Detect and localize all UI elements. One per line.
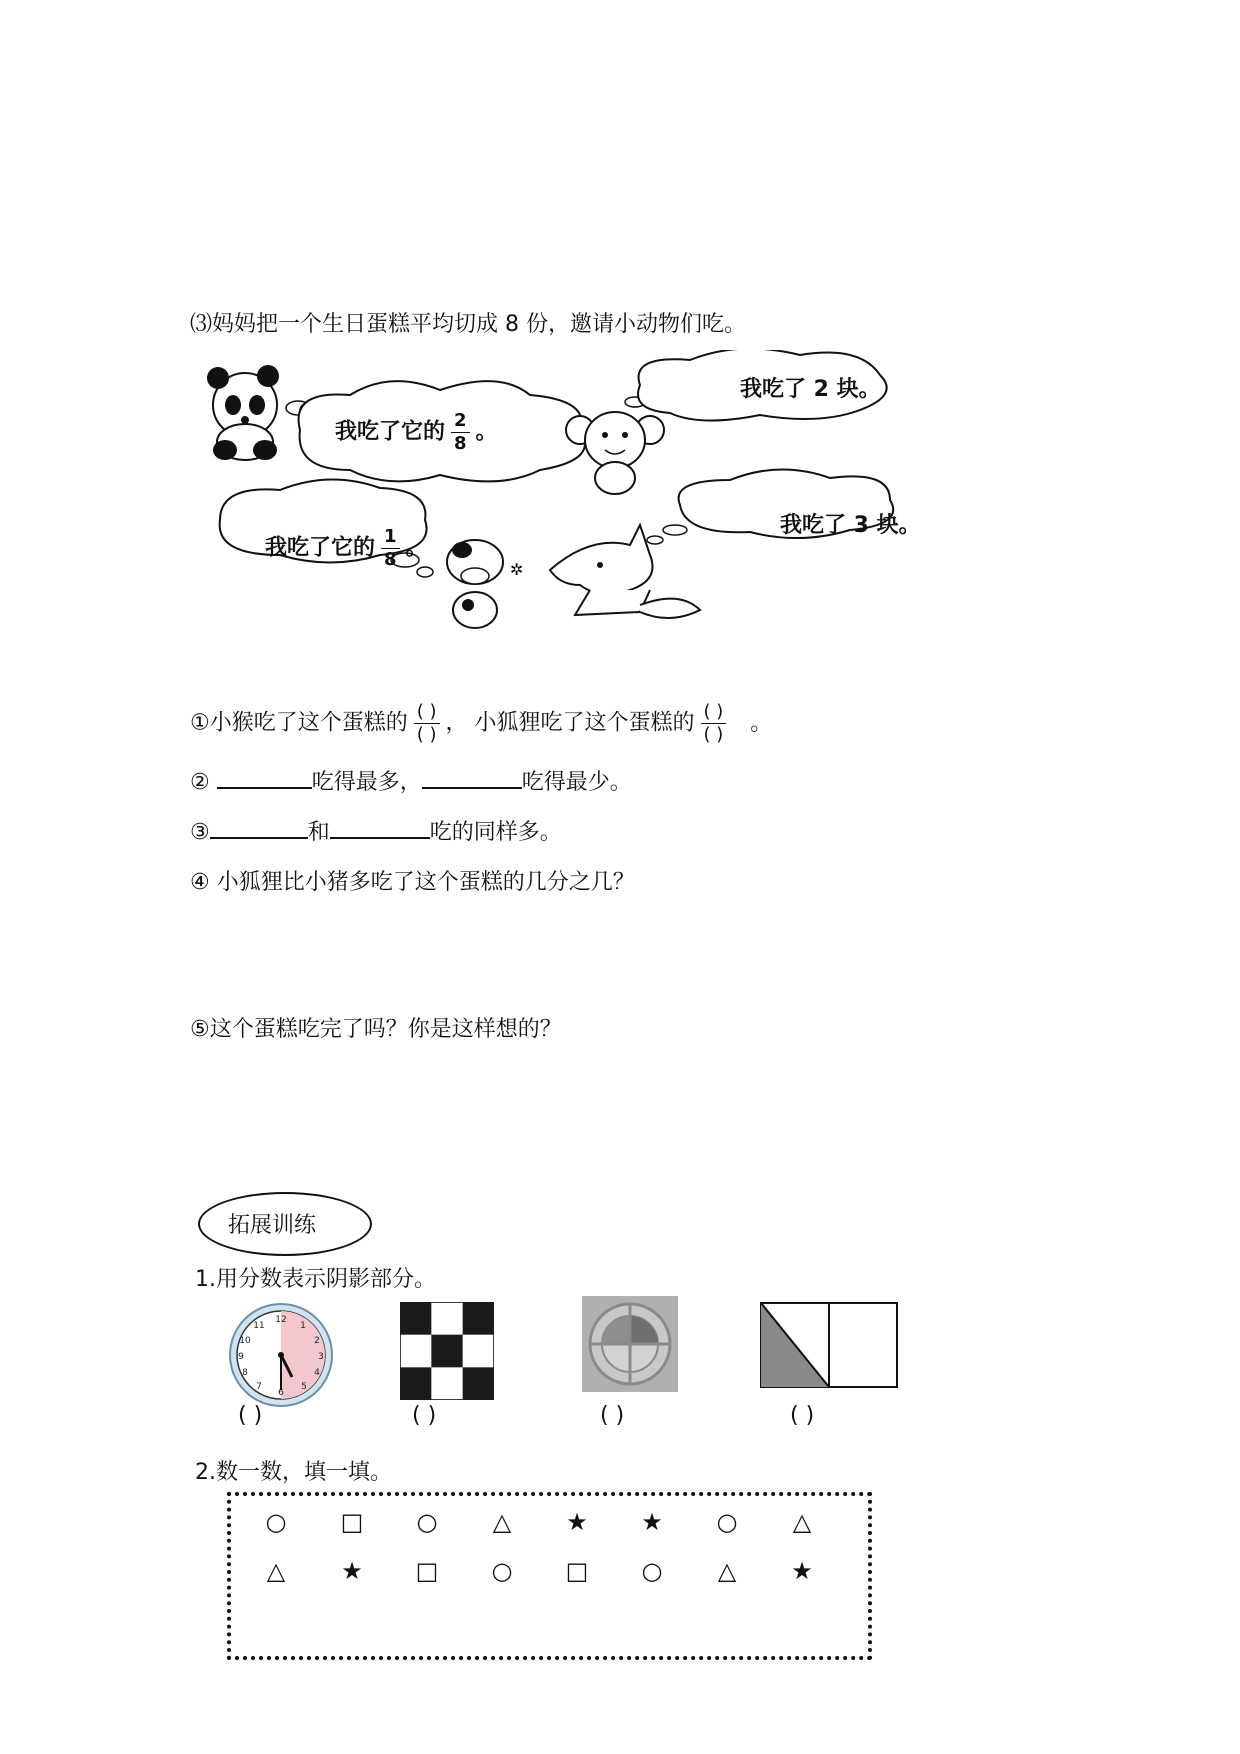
answer-paren-2[interactable]: ( ): [412, 1403, 437, 1428]
shape-item: ★: [566, 1508, 588, 1536]
shape-item: △: [717, 1557, 737, 1585]
answer-paren-3[interactable]: ( ): [600, 1403, 625, 1428]
answer-fraction-fox[interactable]: $\frac{( )}{( )}$: [701, 703, 727, 744]
shape-item: ○: [416, 1508, 438, 1536]
shapes-box: [227, 1492, 872, 1660]
answer-fraction-monkey[interactable]: $\frac{( )}{( )}$: [414, 703, 440, 744]
shape-item: ★: [791, 1557, 813, 1585]
answer-blank-most[interactable]: [217, 767, 312, 789]
fox-icon: [550, 525, 700, 618]
answer-blank-same-1[interactable]: [210, 817, 308, 839]
shape-item: △: [792, 1508, 812, 1536]
rectangle-triangle-figure: [760, 1302, 898, 1388]
cow-icon: [447, 540, 523, 628]
extension-badge-label: 拓展训练: [228, 1213, 317, 1238]
shape-item: ★: [341, 1557, 363, 1585]
circle-quarters-figure: [582, 1296, 678, 1392]
svg-text:1: 1: [300, 1321, 306, 1331]
animal-illustration: [200, 350, 1010, 650]
question-4: ④ 小狐狸比小猪多吃了这个蛋糕的几分之几？: [190, 870, 635, 895]
monkey-bubble-text: 我吃了 2 块。: [740, 377, 881, 402]
svg-text:8: 8: [242, 1368, 248, 1378]
question-1: ①小猴吃了这个蛋糕的 $\frac{( )}{( )}$ ， 小狐狸吃了这个蛋糕的 $\frac{( )}{( )}$ 。: [190, 701, 773, 745]
checker-square-figure: [400, 1302, 494, 1400]
svg-text:4: 4: [314, 1368, 320, 1378]
svg-text:11: 11: [253, 1321, 265, 1331]
answer-paren-4[interactable]: ( ): [790, 1403, 815, 1428]
shape-item: ○: [265, 1508, 287, 1536]
svg-text:9: 9: [238, 1352, 244, 1362]
answer-blank-same-2[interactable]: [330, 817, 430, 839]
shape-item: ○: [716, 1508, 738, 1536]
svg-text:✲: ✲: [510, 560, 524, 579]
shape-item: ○: [641, 1557, 663, 1585]
svg-text:10: 10: [239, 1336, 251, 1346]
shape-item: □: [415, 1557, 439, 1585]
svg-text:3: 3: [318, 1352, 324, 1362]
svg-text:2: 2: [314, 1336, 320, 1346]
shape-item: △: [492, 1508, 512, 1536]
task-1-title: 1.用分数表示阴影部分。: [195, 1267, 436, 1292]
svg-text:5: 5: [301, 1382, 307, 1392]
svg-text:6: 6: [278, 1388, 284, 1398]
problem3-intro: ⑶妈妈把一个生日蛋糕平均切成 8 份，邀请小动物们吃。: [190, 312, 746, 337]
cow-bubble-text: 我吃了它的 $\frac{1}{8}$ 。: [265, 526, 428, 570]
question-5: ⑤这个蛋糕吃完了吗？你是这样想的？: [190, 1017, 562, 1042]
panda-icon: [207, 365, 279, 460]
shape-item: ○: [491, 1557, 513, 1585]
shape-item: □: [340, 1508, 364, 1536]
svg-text:7: 7: [256, 1382, 262, 1392]
shape-item: △: [266, 1557, 286, 1585]
task-2-title: 2.数一数，填一填。: [195, 1460, 392, 1485]
answer-blank-least[interactable]: [422, 767, 522, 789]
panda-bubble-text: 我吃了它的 $\frac{2}{8}$ 。: [335, 410, 498, 454]
fox-bubble-text: 我吃了 3 块。: [780, 513, 921, 538]
svg-text:12: 12: [275, 1315, 287, 1325]
shape-item: □: [565, 1557, 589, 1585]
clock-figure: [228, 1302, 334, 1408]
shape-item: ★: [641, 1508, 663, 1536]
question-2: ② 吃得最多， 吃得最少。: [190, 765, 632, 796]
question-3: ③ 和 吃的同样多。: [190, 815, 562, 846]
answer-paren-1[interactable]: ( ): [238, 1403, 263, 1428]
